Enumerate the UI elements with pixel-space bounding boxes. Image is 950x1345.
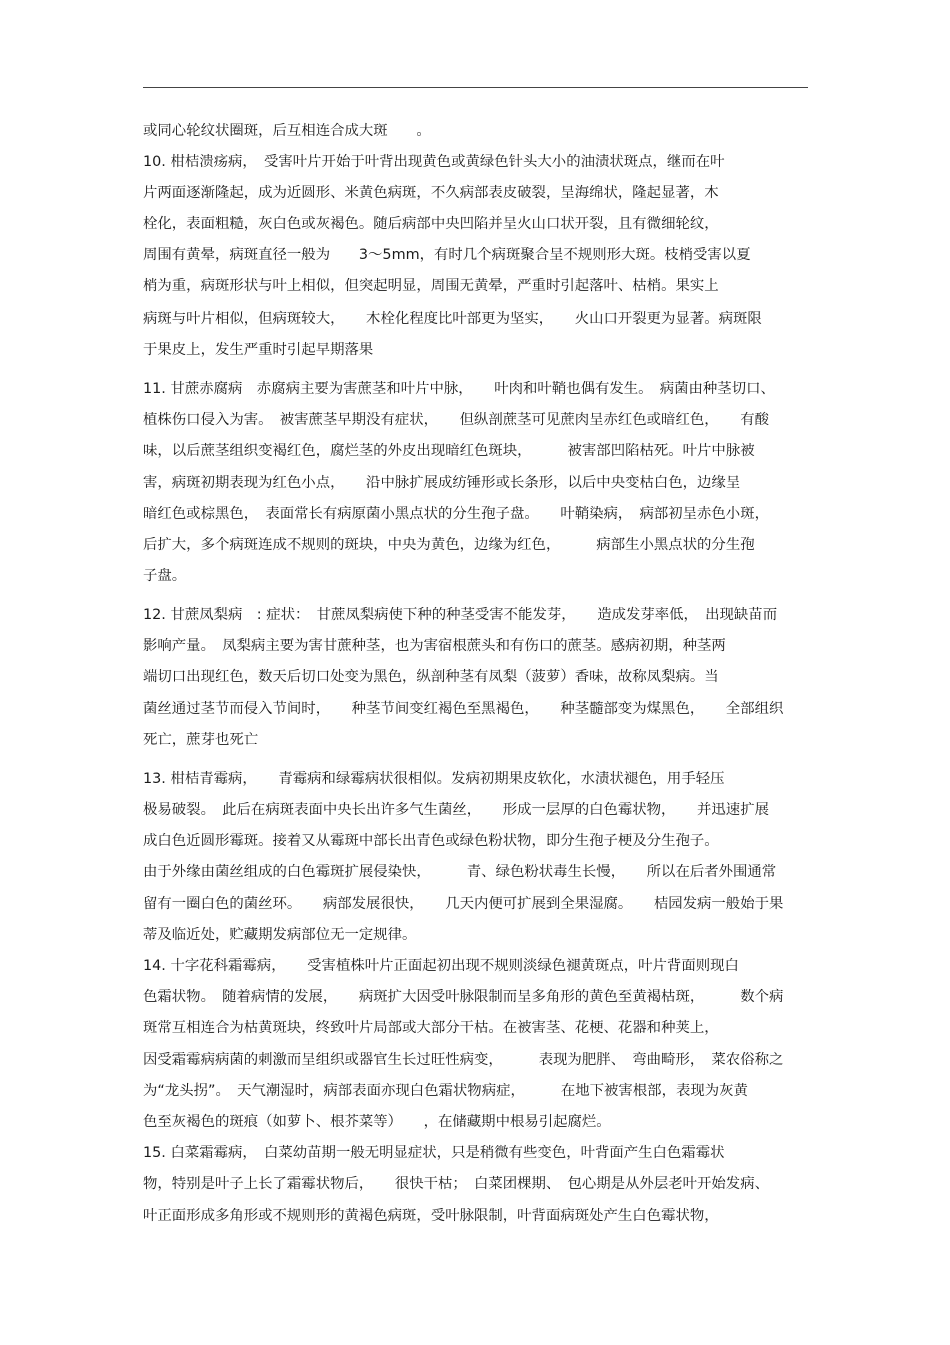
text-line: 蒂及临近处，贮藏期发病部位无一定规律。 [143,927,417,943]
text-line: 物，特别是叶子上长了霜霉状物后， 很快干枯； 白菜团棵期、 包心期是从外层老叶开始发病、 [143,1176,769,1192]
text-line: 为“龙头拐”。 天气潮湿时，病部表面亦现白色霜状物病症， 在地下被害根部，表现为灰黄 [143,1083,748,1099]
text-line: 斑常互相连合为枯黄斑块，终致叶片局部或大部分干枯。在被害茎、花梗、花器和种荚上， [143,1020,719,1036]
text-line: 极易破裂。 此后在病斑表面中央长出许多气生菌丝， 形成一层厚的白色霉状物， 并迅速扩展 [143,802,769,818]
text-line: 栓化，表面粗糙，灰白色或灰褐色。随后病部中央凹陷并呈火山口状开裂，且有微细轮纹， [143,216,719,232]
header-rule [143,87,808,88]
text-line: 菌丝通过茎节而侵入节间时， 种茎节间变红褐色至黑褐色， 种茎髓部变为煤黑色， 全部组织 [143,701,784,717]
text-line: 害，病斑初期表现为红色小点， 沿中脉扩展成纺锤形或长条形，以后中央变枯白色，边缘呈 [143,475,741,491]
text-line: 暗红色或棕黑色， 表面常长有病原菌小黑点状的分生孢子盘。 叶鞘染病， 病部初呈赤色小斑， [143,506,769,522]
text-line: 片两面逐渐隆起，成为近圆形、米黄色病斑，不久病部表皮破裂，呈海绵状，隆起显著，木 [143,185,719,201]
text-line: 叶正面形成多角形或不规则形的黄褐色病斑，受叶脉限制，叶背面病斑处产生白色霉状物， [143,1208,719,1224]
text-line: 由于外缘由菌丝组成的白色霉斑扩展侵染快， 青、绿色粉状毒生长慢， 所以在后者外围通常 [143,864,777,880]
text-line: 子盘。 [143,568,187,584]
text-line: 色至灰褐色的斑痕（如萝卜、根芥菜等） ，在储藏期中根易引起腐烂。 [143,1114,611,1130]
text-line: 成白色近圆形霉斑。接着又从霉斑中部长出青色或绿色粉状物，即分生孢子梗及分生孢子。 [143,833,719,849]
text-line: 死亡，蔗芽也死亡 [143,732,259,748]
text-line: 留有一圈白色的菌丝环。 病部发展很快， 几天内便可扩展到全果湿腐。 桔园发病一般始于果 [143,896,784,912]
text-line: 10. 柑桔溃疡病， 受害叶片开始于叶背出现黄色或黄绿色针头大小的油渍状斑点，继而在叶 [143,154,725,170]
text-line: 病斑与叶片相似，但病斑较大， 木栓化程度比叶部更为坚实， 火山口开裂更为显著。病斑限 [143,311,762,327]
text-line: 或同心轮纹状圈斑，后互相连合成大斑 。 [143,123,431,139]
text-line: 色霜状物。 随着病情的发展， 病斑扩大因受叶脉限制而呈多角形的黄色至黄褐枯斑， 数个病 [143,989,784,1005]
text-line: 植株伤口侵入为害。 被害蔗茎早期没有症状， 但纵剖蔗茎可见蔗肉呈赤红色或暗红色， 有酸 [143,412,769,428]
text-line: 味，以后蔗茎组织变褐红色，腐烂茎的外皮出现暗红色斑块， 被害部凹陷枯死。叶片中脉被 [143,443,755,459]
text-line: 11. 甘蔗赤腐病 赤腐病主要为害蔗茎和叶片中脉， 叶肉和叶鞘也偶有发生。 病菌由种茎切口、 [143,381,775,397]
text-line: 因受霜霉病病菌的刺激而呈组织或器官生长过旺性病变， 表现为肥胖、 弯曲畸形， 菜农俗称之 [143,1052,784,1068]
text-line: 15. 白菜霜霉病， 白菜幼苗期一般无明显症状，只是稍微有些变色，叶背面产生白色霜霉状 [143,1145,725,1161]
text-line: 后扩大，多个病斑连成不规则的斑块，中央为黄色，边缘为红色， 病部生小黑点状的分生孢 [143,537,755,553]
text-line: 14. 十字花科霜霉病， 受害植株叶片正面起初出现不规则淡绿色褪黄斑点，叶片背面则现白 [143,958,739,974]
text-line: 周围有黄晕，病斑直径一般为 3～5mm，有时几个病斑聚合呈不规则形大斑。枝梢受害以夏 [143,247,751,263]
text-line: 端切口出现红色，数天后切口处变为黑色，纵剖种茎有凤梨（菠萝）香味，故称凤梨病。当 [143,669,719,685]
text-line: 梢为重，病斑形状与叶上相似，但突起明显，周围无黄晕，严重时引起落叶、枯梢。果实上 [143,278,719,294]
text-line: 13. 柑桔青霉病， 青霉病和绿霉病状很相似。发病初期果皮软化，水渍状褪色，用手轻压 [143,771,725,787]
text-line: 12. 甘蔗凤梨病 : 症状： 甘蔗凤梨病使下种的种茎受害不能发芽， 造成发芽率低， 出现缺苗而 [143,607,778,623]
text-line: 影响产量。 凤梨病主要为害甘蔗种茎，也为害宿根蔗头和有伤口的蔗茎。感病初期，种茎两 [143,638,726,654]
text-line: 于果皮上，发生严重时引起早期落果 [143,342,374,358]
